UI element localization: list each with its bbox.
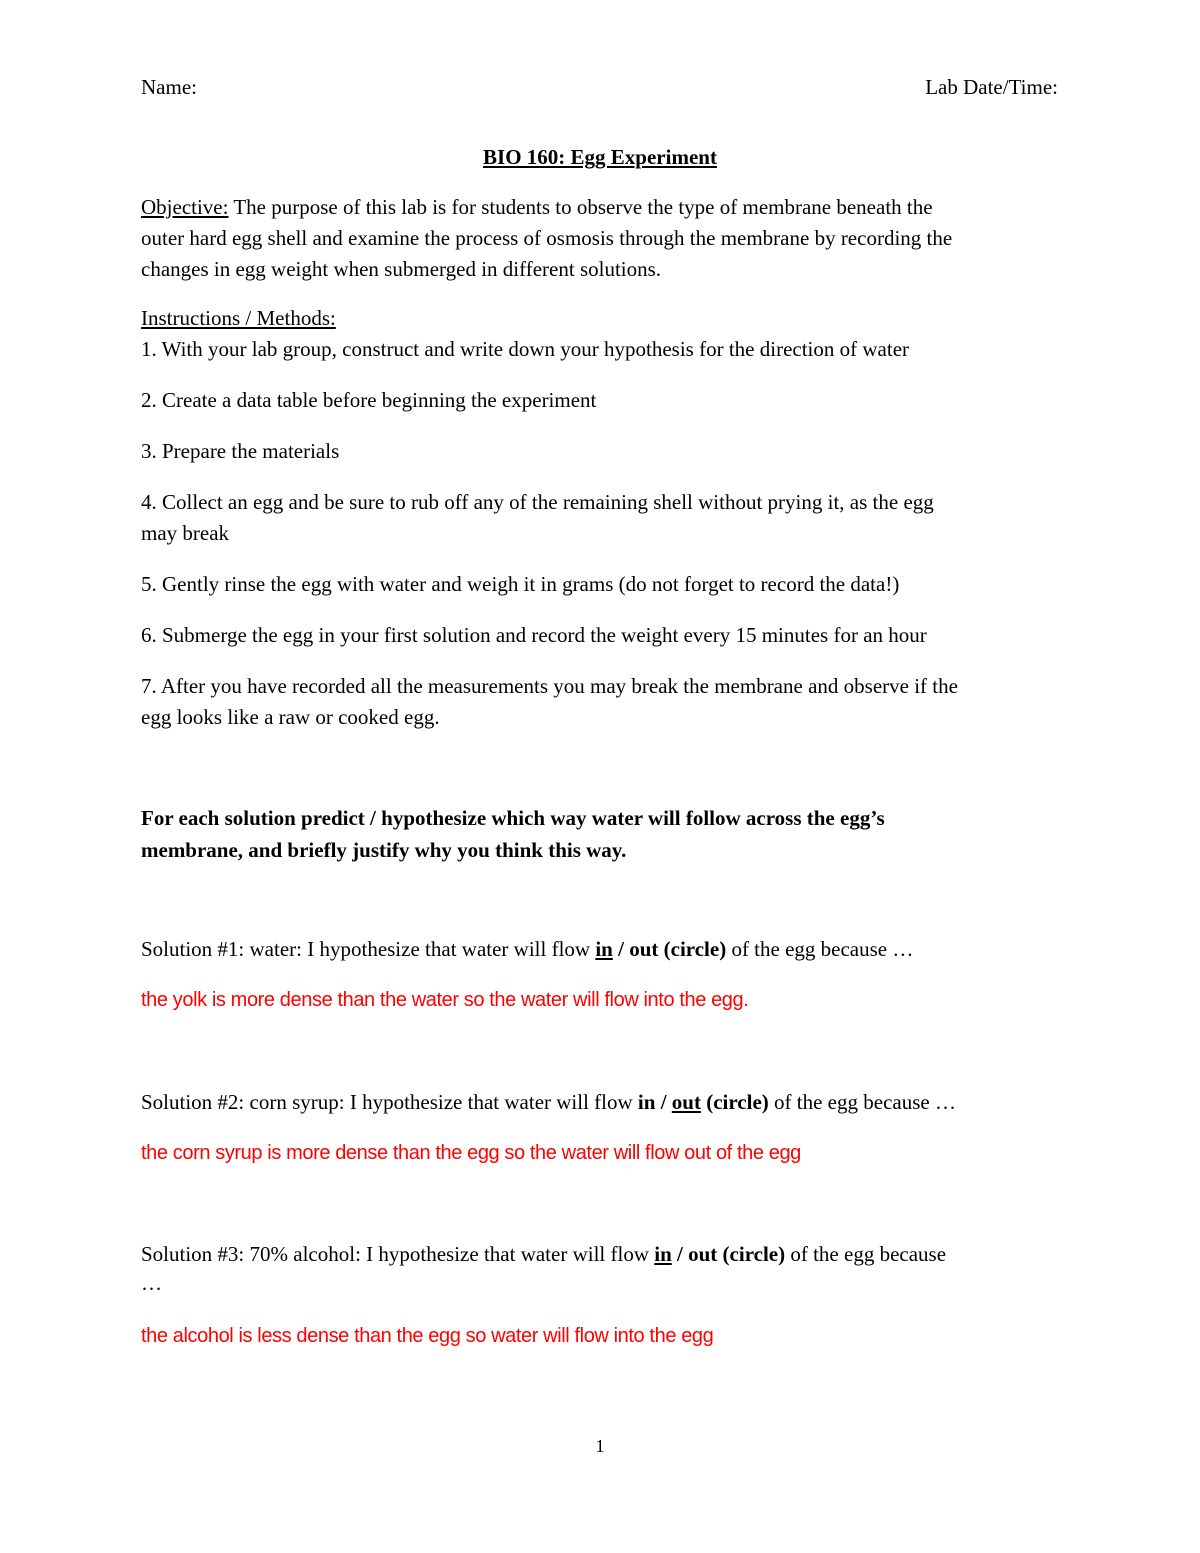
- prompt-line-1: For each solution predict / hypothesize which way water will follow across the egg’s: [141, 806, 885, 830]
- solution-2-circle: (circle): [700, 1090, 769, 1114]
- method-step-4: 4. Collect an egg and be sure to rub off any of the remaining shell without prying it, as the egg: [141, 490, 934, 514]
- solution-2-prefix: Solution #2: corn syrup: I hypothesize that water will flow: [141, 1090, 638, 1114]
- objective-line-2: outer hard egg shell and examine the process of osmosis through the membrane by recording the: [141, 226, 953, 250]
- name-label: Name:: [141, 75, 197, 99]
- method-step-3: 3. Prepare the materials: [141, 439, 340, 463]
- objective-line-1: [141, 192, 933, 223]
- lab-date-label: Lab Date/Time:: [925, 75, 1058, 99]
- solution-1-separator: /: [612, 937, 630, 961]
- solution-1-question: [141, 934, 913, 965]
- page-title-text: BIO 160: Egg Experiment: [483, 145, 717, 169]
- method-step-7-cont: egg looks like a raw or cooked egg.: [141, 705, 440, 729]
- method-step-6: 6. Submerge the egg in your first solution and record the weight every 15 minutes for an hour: [141, 623, 927, 647]
- method-step-4-cont: may break: [141, 521, 230, 545]
- solution-3-suffix: of the egg because: [785, 1242, 947, 1266]
- solution-1-prefix: Solution #1: water: I hypothesize that water will flow: [141, 937, 596, 961]
- prompt-line-2: membrane, and briefly justify why you think this way.: [141, 838, 627, 862]
- solution-3-question: [141, 1239, 946, 1270]
- solution-3-answer: the alcohol is less dense than the egg so water will flow into the egg: [141, 1325, 714, 1347]
- solution-1-out-option: out: [629, 937, 659, 961]
- solution-3-separator: /: [671, 1242, 689, 1266]
- objective-label: Objective:: [141, 195, 229, 219]
- solution-3-in-option: in: [654, 1242, 672, 1266]
- objective-text-1: The purpose of this lab is for students to observe the type of membrane beneath the: [228, 195, 933, 219]
- solution-2-question: [141, 1087, 956, 1118]
- solution-2-separator: /: [655, 1090, 672, 1114]
- solution-1-suffix: of the egg because …: [726, 937, 914, 961]
- page-number: 1: [595, 1436, 605, 1456]
- objective-line-3: changes in egg weight when submerged in different solutions.: [141, 257, 662, 281]
- method-step-5: 5. Gently rinse the egg with water and weigh it in grams (do not forget to record the data!): [141, 572, 900, 596]
- solution-3-out-option: out: [688, 1242, 718, 1266]
- solution-2-suffix: of the egg because …: [768, 1090, 956, 1114]
- solution-1-answer: the yolk is more dense than the water so the water will flow into the egg.: [141, 989, 749, 1011]
- solution-3-prefix: Solution #3: 70% alcohol: I hypothesize that water will flow: [141, 1242, 655, 1266]
- solution-1-circle: (circle): [658, 937, 727, 961]
- methods-heading: Instructions / Methods:: [141, 306, 336, 330]
- method-step-1: 1. With your lab group, construct and write down your hypothesis for the direction of water: [141, 337, 910, 361]
- method-step-7: 7. After you have recorded all the measurements you may break the membrane and observe if the: [141, 674, 958, 698]
- solution-3-continuation: …: [141, 1271, 162, 1295]
- solution-2-out-option: out: [671, 1090, 701, 1114]
- solution-2-answer: the corn syrup is more dense than the egg so the water will flow out of the egg: [141, 1142, 801, 1164]
- solution-1-in-option: in: [595, 937, 613, 961]
- solution-2-in-option: in: [637, 1090, 656, 1114]
- solution-3-circle: (circle): [717, 1242, 786, 1266]
- method-step-2: 2. Create a data table before beginning the experiment: [141, 388, 597, 412]
- page-title: [0, 142, 1200, 173]
